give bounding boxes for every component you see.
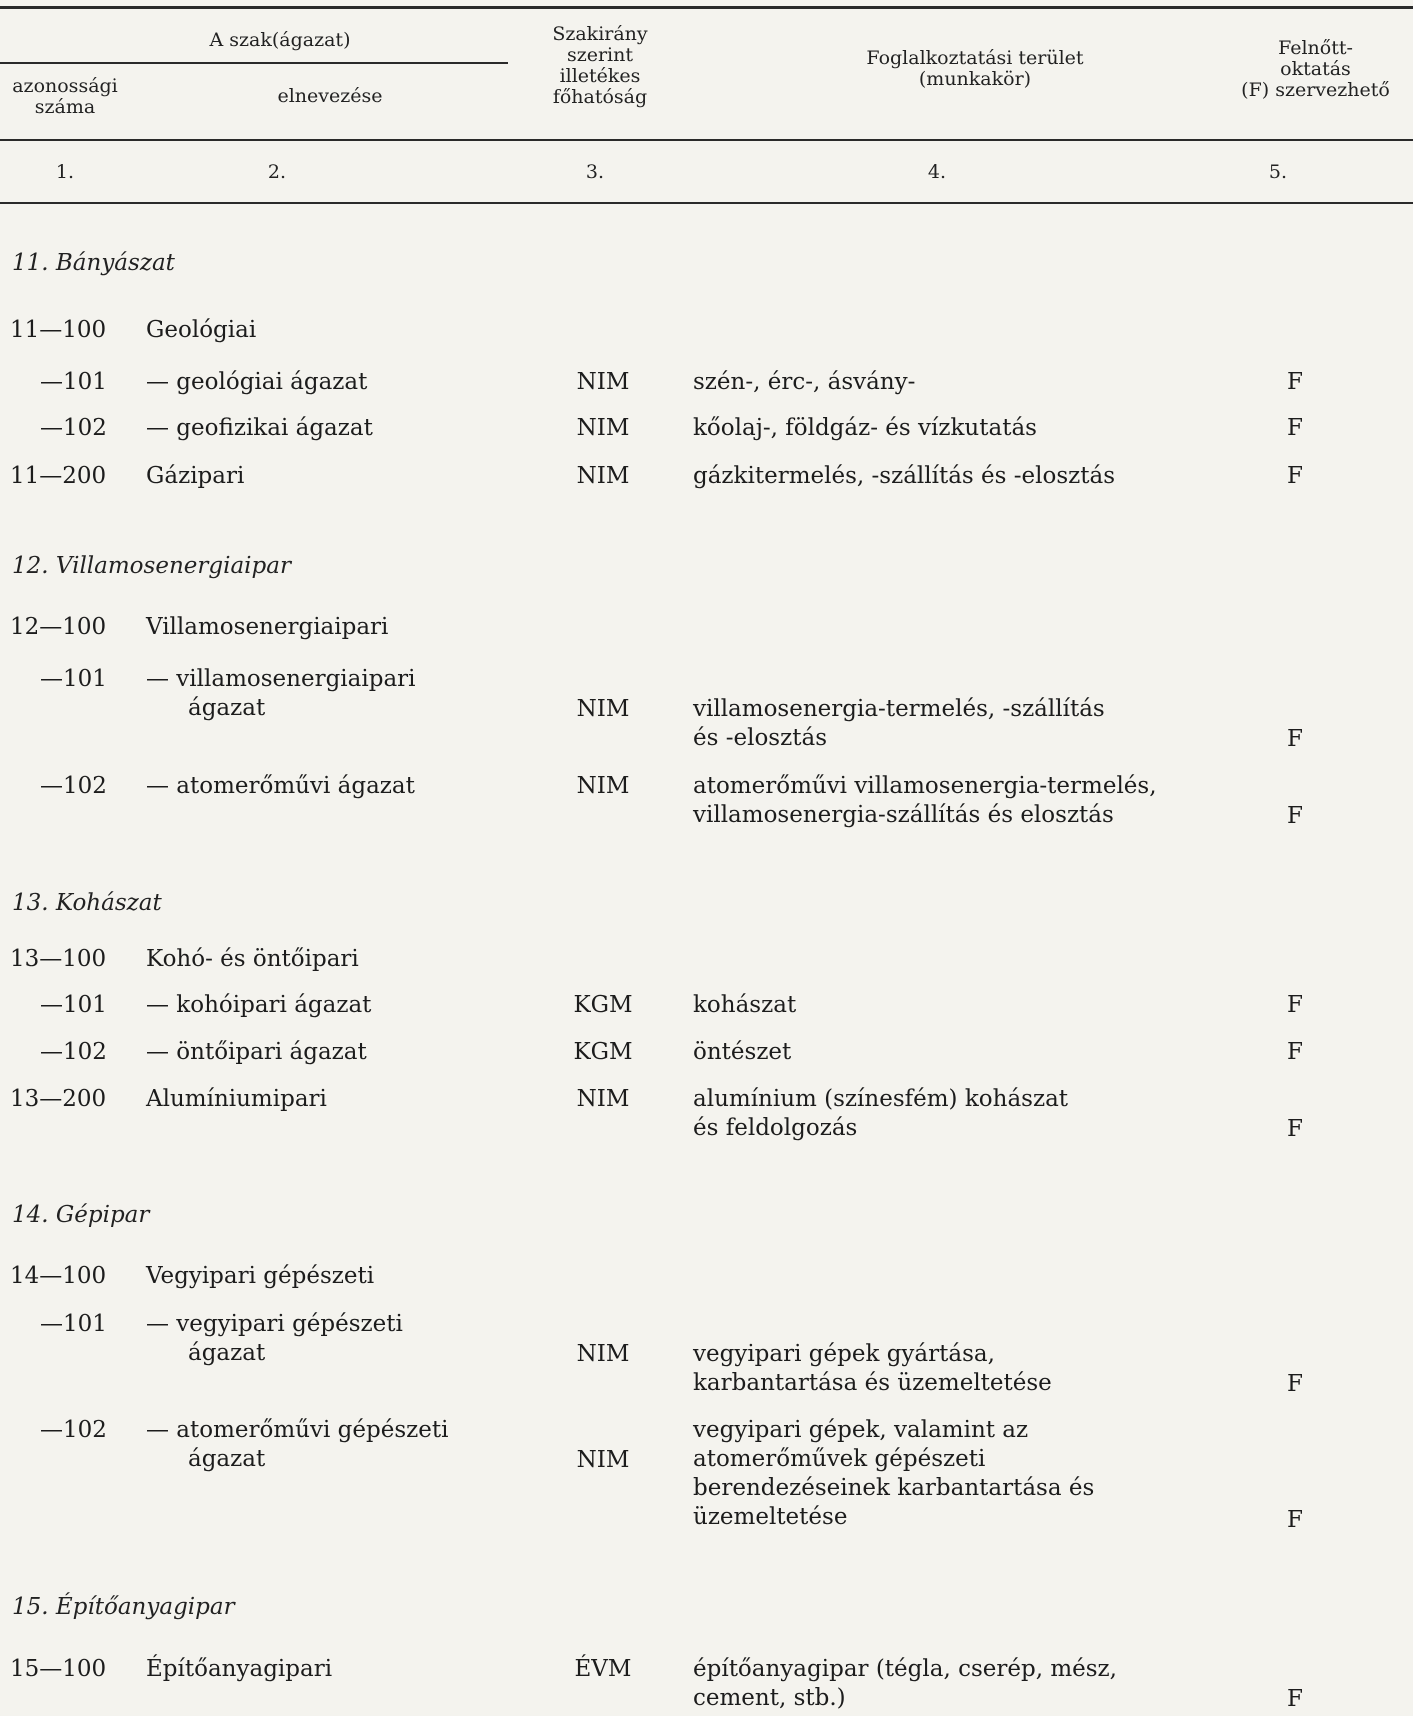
header-col5-line: oktatás [1280,58,1351,80]
row-area-line: cement, stb.) [693,1685,846,1711]
row-authority: NIM [576,1086,630,1112]
row-area [693,1085,1253,1143]
row-name: Kohó- és öntőipari [146,946,359,972]
row-name-line: ágazat [188,1340,266,1366]
column-number: 5. [1268,161,1288,183]
row-name-line: — vegyipari gépészeti [146,1311,403,1337]
row-area-line: atomerőművi villamosenergia-termelés, [693,773,1157,799]
row-name [146,1416,546,1474]
section-title: 15. Építőanyagipar [12,1594,235,1620]
row-area [693,695,1253,753]
row-code: —101 [40,992,107,1018]
header-col5-line: Felnőtt- [1278,37,1353,59]
row-adult-ed: F [1287,1686,1303,1712]
row-adult-ed: F [1287,369,1303,395]
row-authority: KGM [573,992,633,1018]
row-area-line: villamosenergia-termelés, -szállítás [693,696,1105,722]
row-adult-ed: F [1287,1371,1303,1397]
row-authority: NIM [576,1341,630,1367]
row-area-line: karbantartása és üzemeltetése [693,1370,1052,1396]
header-col1-line: száma [34,96,96,118]
header-col5 [1218,38,1413,101]
row-code: —101 [40,666,107,692]
row-area: gázkitermelés, -szállítás és -elosztás [693,463,1116,489]
row-adult-ed: F [1287,992,1303,1018]
row-area-line: és -elosztás [693,725,827,751]
row-authority: NIM [576,1447,630,1473]
row-name-line: ágazat [188,695,266,721]
row-area-line: villamosenergia-szállítás és elosztás [693,802,1114,828]
row-name: Alumíniumipari [146,1086,327,1112]
row-area-line: atomerőművek gépészeti [693,1446,986,1472]
row-name: — geofizikai ágazat [146,415,373,441]
row-area: öntészet [693,1039,792,1065]
column-number: 1. [55,161,75,183]
row-name-line: — villamosenergiaipari [146,666,416,692]
header-col3 [520,24,680,108]
row-name [146,665,546,723]
row-area [693,1655,1253,1713]
row-name: — öntőipari ágazat [146,1039,367,1065]
section-title: 14. Gépipar [12,1202,150,1228]
row-area: szén-, érc-, ásvány- [693,369,916,395]
row-name: Építőanyagipari [146,1656,333,1682]
row-adult-ed: F [1287,463,1303,489]
row-area: kohászat [693,992,797,1018]
row-code: —101 [40,1311,107,1337]
row-adult-ed: F [1287,1116,1303,1142]
row-name: Villamosenergiaipari [146,614,389,640]
row-name: — kohóipari ágazat [146,992,372,1018]
row-area-line: vegyipari gépek gyártása, [693,1341,995,1367]
row-adult-ed: F [1287,803,1303,829]
header-col4-line: (munkakör) [918,68,1032,90]
row-code: —102 [40,773,107,799]
row-name: — atomerőművi ágazat [146,773,415,799]
header-col3-line: illetékes [559,65,641,87]
row-code: 11—200 [10,463,107,489]
section-title: 12. Villamosenergiaipar [12,553,291,579]
row-area-line: alumínium (színesfém) kohászat [693,1086,1069,1112]
row-authority: NIM [576,463,630,489]
row-authority: NIM [576,696,630,722]
row-area-line: berendezéseinek karbantartása és [693,1475,1095,1501]
row-adult-ed: F [1287,1039,1303,1065]
row-name [146,1310,546,1368]
row-authority: NIM [576,773,630,799]
row-authority: ÉVM [574,1656,632,1682]
row-name-line: ágazat [188,1446,266,1472]
row-code: 13—100 [10,946,107,972]
row-authority: KGM [573,1039,633,1065]
row-name: — geológiai ágazat [146,369,368,395]
top-rule [0,6,1413,9]
section-title: 11. Bányászat [12,250,175,276]
column-number: 3. [585,161,605,183]
row-name: Geológiai [146,317,257,343]
row-area-line: üzemeltetése [693,1504,848,1530]
row-code: 11—100 [10,317,107,343]
header-group-rule [0,62,508,64]
row-code: —102 [40,1039,107,1065]
row-code: 13—200 [10,1086,107,1112]
section-title: 13. Kohászat [12,890,162,916]
row-code: —102 [40,415,107,441]
row-area [693,772,1253,830]
row-name-line: — atomerőművi gépészeti [146,1417,449,1443]
row-code: —101 [40,369,107,395]
row-adult-ed: F [1287,726,1303,752]
column-number-rule [0,202,1413,204]
header-col3-line: szerint [566,44,634,66]
header-rule [0,139,1413,141]
row-area [693,1416,1253,1532]
row-name: Vegyipari gépészeti [146,1263,375,1289]
header-col4 [800,48,1150,90]
header-col1 [0,76,130,118]
row-adult-ed: F [1287,1507,1303,1533]
row-authority: NIM [576,369,630,395]
row-adult-ed: F [1287,415,1303,441]
row-area: kőolaj-, földgáz- és vízkutatás [693,415,1037,441]
column-number: 2. [267,161,287,183]
row-area-line: és feldolgozás [693,1115,858,1141]
row-code: 15—100 [10,1656,107,1682]
row-area-line: vegyipari gépek, valamint az [693,1417,1029,1443]
header-group-title: A szak(ágazat) [209,29,351,51]
header-col3-line: Szakirány [552,23,648,45]
row-area-line: építőanyagipar (tégla, cserép, mész, [693,1656,1117,1682]
header-col5-line: (F) szervezhető [1241,79,1390,101]
row-code: 14—100 [10,1263,107,1289]
row-name: Gázipari [146,463,245,489]
row-authority: NIM [576,415,630,441]
header-col2: elnevezése [277,85,383,107]
header-col4-line: Foglalkoztatási terület [866,47,1084,69]
row-area [693,1340,1253,1398]
header-col3-line: főhatóság [552,86,648,108]
header-col1-line: azonossági [12,75,118,97]
row-code: —102 [40,1417,107,1443]
row-code: 12—100 [10,614,107,640]
column-number: 4. [927,161,947,183]
